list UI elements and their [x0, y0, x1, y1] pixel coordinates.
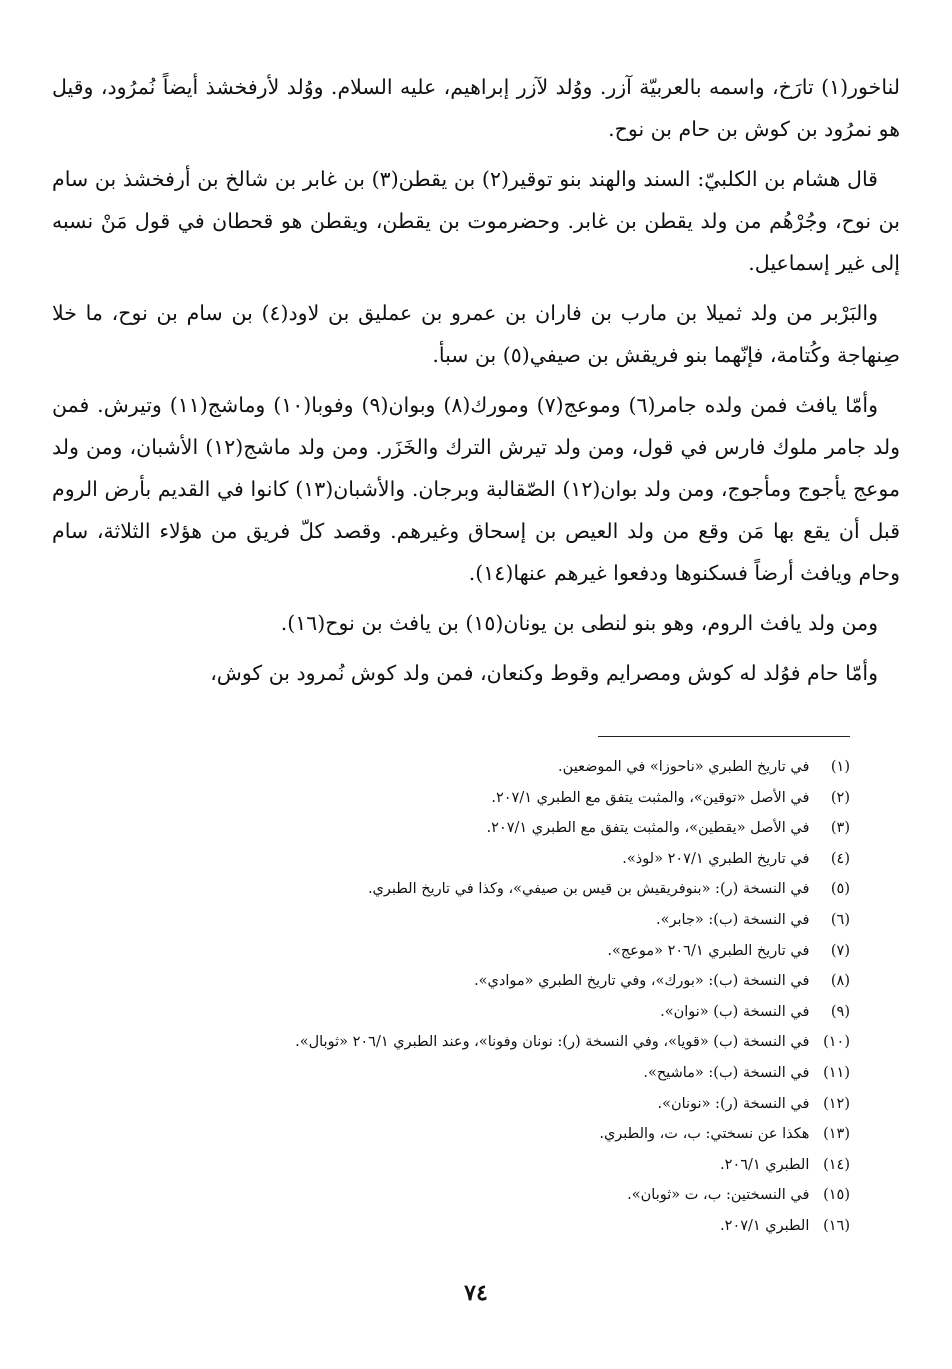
footnote-number: (٩): [830, 1003, 850, 1020]
footnote: [52, 966, 850, 997]
footnote: [52, 1211, 850, 1242]
footnote: [52, 1027, 850, 1058]
footnote-text: الطبري ٢٠٦/١.: [720, 1156, 810, 1173]
footnote-text: في النسخة (ر): «نونان».: [657, 1095, 810, 1112]
footnote-text: في النسخة (ب) «نوان».: [660, 1003, 810, 1020]
footnote-text: في النسخة (ب): «بورك»، وفي تاريخ الطبري «موادي».: [474, 973, 810, 990]
footnote-number: (١٦): [823, 1217, 850, 1234]
footnote: [52, 844, 850, 875]
footnote-number: (١٤): [823, 1156, 850, 1173]
footnote-text: في تاريخ الطبري ٢٠٦/١ «موعج».: [607, 942, 810, 959]
footnote-text: في تاريخ الطبري ٢٠٧/١ «لوذ».: [622, 850, 810, 867]
footnote-number: (١٢): [823, 1095, 850, 1112]
paragraph-1: لناخور(١) تارَخ، واسمه بالعربيّة آزر. ووُلد لآزر إبراهيم، عليه السلام. ووُلد لأرفخشذ أيضاً نُمرُود، وقيل هو نمرُود بن كوش بن حام بن نوح.: [52, 75, 900, 141]
footnote-text: هكذا عن نسختي: ب، ت، والطبري.: [599, 1126, 810, 1143]
footnote: [52, 997, 850, 1028]
footnote-text: في النسخة (ب): «جابر».: [656, 911, 810, 928]
paragraph-3: والبَرْبر من ولد ثميلا بن مارب بن فاران بن عمرو بن عمليق بن لاود(٤) بن سام بن نوح، ما خلا صِنهاجة وكُتامة، فإنّهما بنو فريقش بن صيفي(٥) بن سبأ.: [52, 301, 900, 367]
footnote-number: (٢): [830, 789, 850, 806]
paragraph-4: وأمّا يافث فمن ولده جامر(٦) وموعج(٧) ومورك(٨) وبوان(٩) وفوبا(١٠) وماشج(١١) وتيرش. فمن ولد جامر ملوك فارس في قول، ومن ولد تيرش الترك والخَزَر. ومن ولد ماشج(١٢) الأشبان، ومن ولد موعج يأجوج ومأجوج، ومن ولد بوان(١٢) الصّقالبة وبرجان. والأشبان(١٣) كانوا في القديم بأرض الروم قبل أن يقع بها مَن وقع من ولد العيص بن إسحاق وغيرهم. وقصد كلّ فريق من هؤلاء الثلاثة، سام وحام ويافث أرضاً فسكنوها ودفعوا غيرهم عنها(١٤).: [52, 393, 900, 585]
footnotes: [52, 752, 850, 1242]
footnote-number: (١): [830, 759, 850, 775]
footnote-text: في النسخة (ر): «بنوفريقيش بن قيس بن صيفي»، وكذا في تاريخ الطبري.: [367, 881, 810, 898]
footnote-text: في النسختين: ب، ت «ثوبان».: [627, 1187, 810, 1204]
footnote: [52, 752, 850, 783]
paragraph-6: وأمّا حام فوُلد له كوش ومصرايم وقوط وكنعان، فمن ولد كوش نُمرود بن كوش،: [210, 661, 878, 685]
page-number: ٧٤: [464, 1280, 488, 1306]
footnote: [52, 813, 850, 844]
footnote-text: في الأصل «توقين»، والمثبت يتفق مع الطبري ٢٠٧/١.: [491, 789, 810, 806]
footnote-number: (١٣): [823, 1126, 850, 1143]
footnote-text: في الأصل «يقطين»، والمثبت يتفق مع الطبري ٢٠٧/١.: [486, 820, 810, 837]
footnote-number: (١١): [823, 1064, 850, 1081]
footnote-number: (٥): [830, 881, 850, 898]
footnote-text: في النسخة (ب): «ماشيح».: [643, 1064, 810, 1081]
footnote-number: (٨): [830, 973, 850, 990]
paragraph-5: ومن ولد يافث الروم، وهو بنو لنطى بن يونان(١٥) بن يافث بن نوح(١٦).: [280, 611, 878, 635]
footnote-text: في النسخة (ب) «قويا»، وفي النسخة (ر): نونان وفونا»، وعند الطبري ٢٠٦/١ «ثوبال».: [295, 1034, 810, 1051]
footnote: [52, 783, 850, 814]
footnote: [52, 1058, 850, 1089]
footnote-divider: [598, 736, 850, 737]
footnote-number: (١٥): [823, 1187, 850, 1204]
footnote-number: (٣): [830, 820, 850, 837]
footnote-number: (٤): [830, 850, 850, 867]
footnote: [52, 936, 850, 967]
footnote-number: (٧): [830, 942, 850, 959]
footnote: [52, 1119, 850, 1150]
footnote: [52, 874, 850, 905]
paragraph-2: قال هشام بن الكلبيّ: السند والهند بنو توقير(٢) بن يقطن(٣) بن غابر بن شالخ بن أرفخشذ بن سام بن نوح، وجُرْهُم من ولد يقطن بن غابر. وحضرموت بن يقطن، ويقطن هو قحطان في قول مَنْ نسبه إلى غير إسماعيل.: [52, 167, 900, 275]
main-text: [52, 66, 900, 702]
footnote: [52, 905, 850, 936]
footnote: [52, 1180, 850, 1211]
footnote: [52, 1089, 850, 1120]
footnote-number: (١٠): [823, 1034, 850, 1051]
footnote-text: في تاريخ الطبري «ناحوزا» في الموضعين.: [558, 759, 810, 775]
footnote-number: (٦): [830, 911, 850, 928]
footnote-text: الطبري ٢٠٧/١.: [720, 1217, 810, 1234]
footnote: [52, 1150, 850, 1181]
